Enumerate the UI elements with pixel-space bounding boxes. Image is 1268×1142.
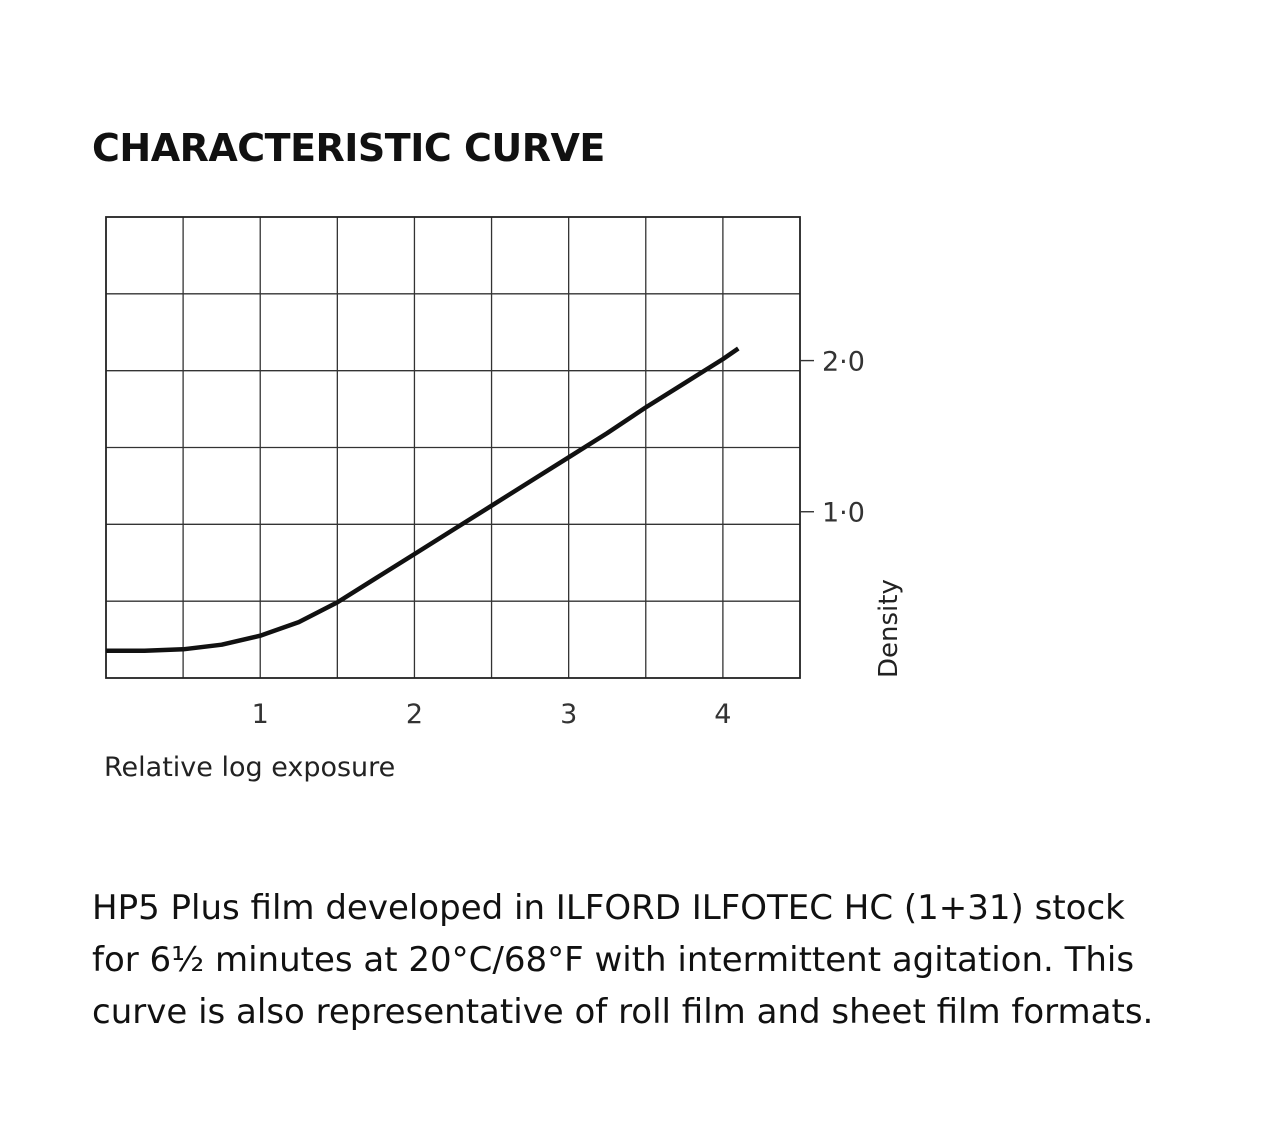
chart-ticks [252,347,865,730]
caption [92,882,1202,1038]
x-tick-label: 4 [714,699,732,730]
x-tick-label: 2 [405,699,424,730]
caption-line-3: curve is also representative of roll film and sheet film formats. [92,992,1154,1032]
chart-grid [106,217,800,678]
caption-line-2: for 6½ minutes at 20°C/68°F with intermittent agitation. This [92,940,1135,980]
x-tick-label: 1 [251,699,269,730]
chart-labels [104,579,904,783]
x-axis-label: Relative log exposure [104,752,396,783]
y-axis-label: Density [874,579,904,678]
y-tick-label: 2·0 [822,346,865,378]
x-tick-label: 3 [560,699,578,730]
y-tick-label: 1·0 [822,497,865,529]
density-curve-line [106,349,738,651]
chart-series [106,349,738,651]
caption-line-1: HP5 Plus film developed in ILFORD ILFOTEC HC (1+31) stock [92,888,1125,928]
page-title: CHARACTERISTIC CURVE [92,126,605,170]
